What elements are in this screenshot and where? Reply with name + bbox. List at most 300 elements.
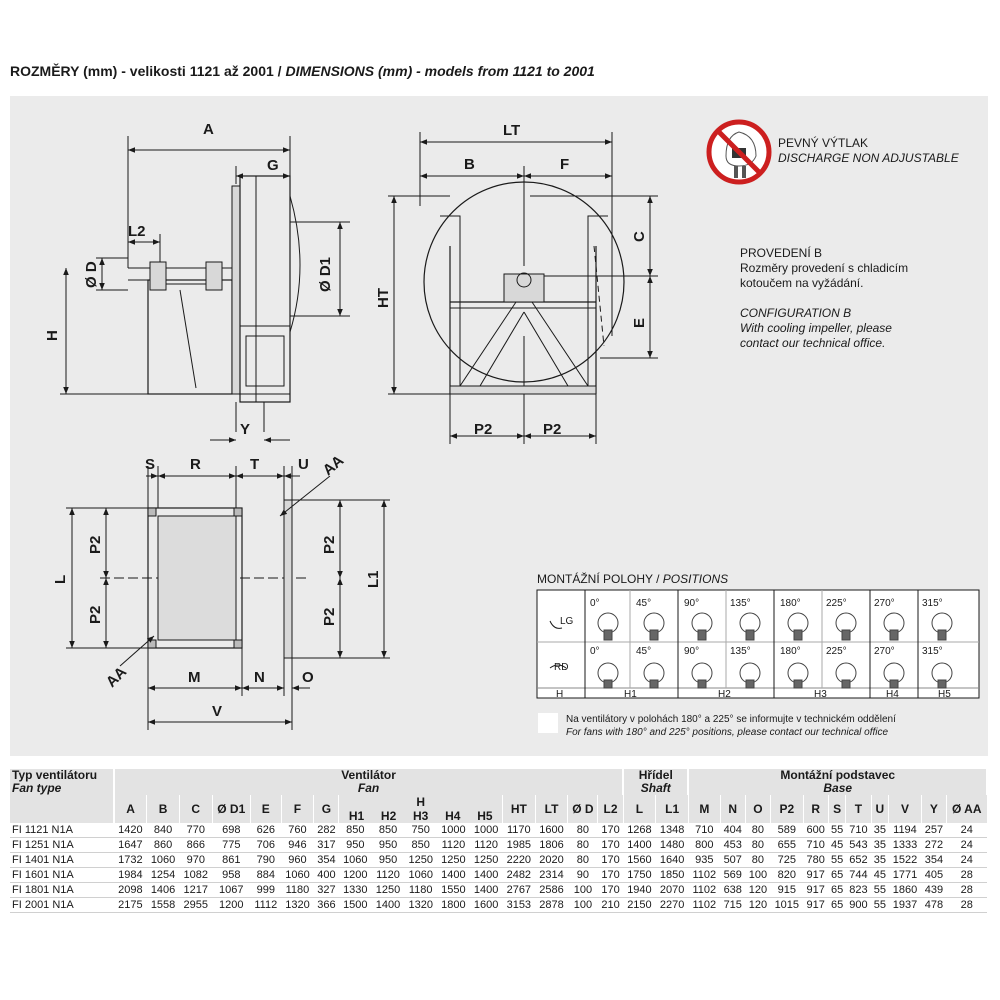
col-header-base-11: Y <box>921 795 946 823</box>
type-header-en: Fan type <box>12 781 62 795</box>
table-cell: 744 <box>846 868 871 883</box>
col-header-base-6: R <box>803 795 828 823</box>
dim-f: F <box>560 156 570 173</box>
table-cell: 1600 <box>535 823 568 838</box>
dim-od: Ø D <box>83 261 100 288</box>
shaft-header-en: Shaft <box>640 781 671 795</box>
table-cell: 1647 <box>114 838 147 853</box>
table-cell: 850 <box>372 823 405 838</box>
table-cell: 1102 <box>688 883 720 898</box>
table-cell: 970 <box>179 853 212 868</box>
table-row <box>10 898 987 913</box>
table-cell: 1268 <box>623 823 656 838</box>
table-cell: 1217 <box>179 883 212 898</box>
table-cell: 28 <box>946 883 987 898</box>
table-cell: 404 <box>720 823 745 838</box>
table-cell: 1860 <box>889 883 922 898</box>
col-header-fan-4: E <box>250 795 281 823</box>
table-cell: 2878 <box>535 898 568 913</box>
col-header-fan-b-0: HT <box>502 795 535 823</box>
table-cell: 1250 <box>404 853 437 868</box>
table-row <box>10 868 987 883</box>
table-cell: 820 <box>770 868 803 883</box>
configuration-note <box>740 246 908 351</box>
discharge-cz: PEVNÝ VÝTLAK <box>778 136 869 150</box>
drawing-panel <box>10 96 988 756</box>
pos-lg-315: 315° <box>922 598 943 609</box>
table-cell: 1480 <box>656 838 689 853</box>
table-cell: 80 <box>745 823 770 838</box>
config-en-text-1: With cooling impeller, please <box>740 321 892 335</box>
col-header-fan-6: G <box>314 795 339 823</box>
table-cell: 2767 <box>502 883 535 898</box>
positions-title <box>537 572 728 586</box>
table-cell: 1320 <box>404 898 437 913</box>
table-cell: 866 <box>179 838 212 853</box>
table-cell: 1806 <box>535 838 568 853</box>
table-cell: 1406 <box>147 883 180 898</box>
fan-header-en: Fan <box>357 781 380 795</box>
base-group-header <box>688 769 987 795</box>
pos-lg-45: 45° <box>636 598 652 609</box>
table-cell: 24 <box>946 853 987 868</box>
table-cell: 775 <box>212 838 250 853</box>
dim-aa-top: AA <box>319 452 348 480</box>
table-cell: 120 <box>745 898 770 913</box>
table-cell: 915 <box>770 883 803 898</box>
table-cell: 710 <box>688 823 720 838</box>
table-cell: 1102 <box>688 868 720 883</box>
table-cell: 35 <box>871 823 889 838</box>
dim-a: A <box>203 121 214 138</box>
technical-drawing <box>10 96 988 756</box>
col-type-header <box>10 769 114 823</box>
table-cell: 790 <box>250 853 281 868</box>
table-cell: 1940 <box>623 883 656 898</box>
table-cell: 750 <box>404 823 437 838</box>
table-cell: 2270 <box>656 898 689 913</box>
col-header-shaft-0: Ø D <box>568 795 598 823</box>
pos-rd-45: 45° <box>636 646 652 657</box>
dim-r: R <box>190 456 201 473</box>
table-cell: 917 <box>803 883 828 898</box>
table-cell: 453 <box>720 838 745 853</box>
table-row <box>10 823 987 838</box>
table-cell: 354 <box>314 853 339 868</box>
dim-od1: Ø D1 <box>317 256 334 292</box>
table-cell: 80 <box>568 838 598 853</box>
table-cell: 1800 <box>437 898 470 913</box>
dim-p2-right-top: P2 <box>321 535 338 554</box>
table-cell: 100 <box>568 898 598 913</box>
table-cell: 2098 <box>114 883 147 898</box>
table-cell: 710 <box>846 823 871 838</box>
pos-rd-90: 90° <box>684 646 700 657</box>
table-cell: 1522 <box>889 853 922 868</box>
table-cell: 1120 <box>470 838 503 853</box>
table-cell: 2955 <box>179 898 212 913</box>
dim-y: Y <box>240 421 251 438</box>
table-cell: 2150 <box>623 898 656 913</box>
group-h1: H1 <box>624 689 637 700</box>
table-cell: 861 <box>212 853 250 868</box>
dim-p2-front-left: P2 <box>474 421 493 438</box>
table-cell: 3153 <box>502 898 535 913</box>
fan-type-cell: FI 2001 N1A <box>10 898 114 913</box>
table-cell: 1060 <box>404 868 437 883</box>
table-cell: 439 <box>921 883 946 898</box>
no-adjust-icon <box>709 122 769 182</box>
table-cell: 170 <box>598 853 623 868</box>
col-header-h-group <box>339 795 503 823</box>
positions-note <box>566 713 896 739</box>
table-cell: 2070 <box>656 883 689 898</box>
table-cell: 1082 <box>179 868 212 883</box>
table-cell: 55 <box>871 898 889 913</box>
config-en-text-2: contact our technical office. <box>740 336 886 350</box>
table-cell: 958 <box>212 868 250 883</box>
group-h4: H4 <box>886 689 899 700</box>
dim-t: T <box>250 456 260 473</box>
table-cell: 478 <box>921 898 946 913</box>
table-cell: 257 <box>921 823 946 838</box>
table-cell: 90 <box>568 868 598 883</box>
table-cell: 600 <box>803 823 828 838</box>
table-cell: 1333 <box>889 838 922 853</box>
pos-lg-225: 225° <box>826 598 847 609</box>
type-header-cz: Typ ventilátoru <box>12 768 98 782</box>
table-cell: 1120 <box>437 838 470 853</box>
col-header-fan-b-1: LT <box>535 795 568 823</box>
table-cell: 2220 <box>502 853 535 868</box>
table-cell: 1500 <box>339 898 372 913</box>
pos-rd-0: 0° <box>590 646 600 657</box>
table-cell: 405 <box>921 868 946 883</box>
fan-group-header <box>114 769 623 795</box>
col-header-h2: H2 <box>380 809 397 823</box>
table-body <box>10 823 987 913</box>
col-header-base-4: O <box>745 795 770 823</box>
table-cell: 1420 <box>114 823 147 838</box>
table-cell: 698 <box>212 823 250 838</box>
table-cell: 626 <box>250 823 281 838</box>
row-label-rd: RD <box>554 662 569 673</box>
table-cell: 100 <box>745 868 770 883</box>
shaft-group-header <box>623 769 688 795</box>
table-cell: 800 <box>688 838 720 853</box>
table-cell: 1640 <box>656 853 689 868</box>
col-header-h3: H3 <box>413 809 429 823</box>
table-cell: 900 <box>846 898 871 913</box>
column-headers-row <box>10 795 987 823</box>
page-title <box>10 63 595 79</box>
table-cell: 1400 <box>372 898 405 913</box>
table-cell: 272 <box>921 838 946 853</box>
dim-p2-right-bottom: P2 <box>321 607 338 626</box>
table-cell: 960 <box>281 853 314 868</box>
table-cell: 1180 <box>281 883 314 898</box>
table-cell: 45 <box>828 838 846 853</box>
table-cell: 1600 <box>470 898 503 913</box>
col-header-h5: H5 <box>477 809 493 823</box>
table-cell: 1120 <box>372 868 405 883</box>
dim-o: O <box>302 669 314 686</box>
table-row <box>10 853 987 868</box>
col-header-base-12: Ø AA <box>946 795 987 823</box>
table-cell: 1850 <box>656 868 689 883</box>
pos-lg-90: 90° <box>684 598 700 609</box>
table-cell: 327 <box>314 883 339 898</box>
pos-rd-270: 270° <box>874 646 895 657</box>
col-header-base-9: U <box>871 795 889 823</box>
shaft-header-cz: Hřídel <box>638 768 673 782</box>
table-cell: 589 <box>770 823 803 838</box>
table-cell: 400 <box>314 868 339 883</box>
table-cell: 1200 <box>339 868 372 883</box>
col-header-base-0: L <box>623 795 656 823</box>
table-cell: 946 <box>281 838 314 853</box>
table-cell: 55 <box>828 823 846 838</box>
table-cell: 850 <box>339 823 372 838</box>
table-cell: 1250 <box>372 883 405 898</box>
fan-type-cell: FI 1601 N1A <box>10 868 114 883</box>
table-cell: 170 <box>598 823 623 838</box>
group-h3: H3 <box>814 689 827 700</box>
table-cell: 55 <box>828 853 846 868</box>
table-cell: 317 <box>314 838 339 853</box>
positions-title-en: POSITIONS <box>662 572 729 586</box>
table-cell: 917 <box>803 868 828 883</box>
table-cell: 55 <box>871 883 889 898</box>
table-cell: 1254 <box>147 868 180 883</box>
table-row <box>10 883 987 898</box>
table-cell: 1060 <box>147 853 180 868</box>
table-cell: 999 <box>250 883 281 898</box>
table-cell: 2586 <box>535 883 568 898</box>
dim-e: E <box>631 317 648 328</box>
table-cell: 24 <box>946 823 987 838</box>
table-cell: 65 <box>828 868 846 883</box>
pos-rd-225: 225° <box>826 646 847 657</box>
discharge-en: DISCHARGE NON ADJUSTABLE <box>778 151 959 165</box>
table-cell: 80 <box>568 823 598 838</box>
pos-lg-135: 135° <box>730 598 751 609</box>
table-cell: 1170 <box>502 823 535 838</box>
table-cell: 2020 <box>535 853 568 868</box>
table-cell: 760 <box>281 823 314 838</box>
config-cz-text-1: Rozměry provedení s chladicím <box>740 261 909 275</box>
table-cell: 2482 <box>502 868 535 883</box>
fan-type-cell: FI 1801 N1A <box>10 883 114 898</box>
table-cell: 543 <box>846 838 871 853</box>
positions-note-en: For fans with 180° and 225° positions, please contact our technical office <box>566 727 889 738</box>
table-cell: 24 <box>946 838 987 853</box>
table-cell: 210 <box>598 898 623 913</box>
table-cell: 170 <box>598 838 623 853</box>
dim-u: U <box>298 456 309 473</box>
dim-p2-base-bottom: P2 <box>87 605 104 624</box>
col-header-fan-5: F <box>281 795 314 823</box>
dim-l: L <box>52 574 69 584</box>
table-cell: 1060 <box>339 853 372 868</box>
dim-n: N <box>254 669 265 686</box>
table-cell: 170 <box>598 868 623 883</box>
col-header-base-7: S <box>828 795 846 823</box>
table-cell: 725 <box>770 853 803 868</box>
table-cell: 1250 <box>470 853 503 868</box>
dim-l1: L1 <box>365 570 382 588</box>
group-h5: H5 <box>938 689 951 700</box>
table-cell: 950 <box>372 853 405 868</box>
table-cell: 80 <box>568 853 598 868</box>
table-cell: 282 <box>314 823 339 838</box>
table-cell: 1750 <box>623 868 656 883</box>
table-cell: 1320 <box>281 898 314 913</box>
table-cell: 1200 <box>212 898 250 913</box>
table-cell: 884 <box>250 868 281 883</box>
legend-swatch <box>538 713 558 733</box>
table-cell: 1550 <box>437 883 470 898</box>
discharge-note <box>778 136 959 166</box>
table-cell: 780 <box>803 853 828 868</box>
table-cell: 65 <box>828 898 846 913</box>
table-cell: 1985 <box>502 838 535 853</box>
table-cell: 1102 <box>688 898 720 913</box>
table-cell: 2175 <box>114 898 147 913</box>
dim-c: C <box>631 231 648 242</box>
table-cell: 366 <box>314 898 339 913</box>
table-cell: 80 <box>745 853 770 868</box>
table-cell: 28 <box>946 868 987 883</box>
table-cell: 1000 <box>470 823 503 838</box>
table-cell: 1015 <box>770 898 803 913</box>
col-header-base-10: V <box>889 795 922 823</box>
table-cell: 170 <box>598 883 623 898</box>
table-cell: 1400 <box>437 868 470 883</box>
dim-ht: HT <box>375 288 392 308</box>
col-header-h: H <box>416 795 426 809</box>
positions-note-cz: Na ventilátory v polohách 180° a 225° se informujte v technickém oddělení <box>566 714 896 725</box>
col-header-base-5: P2 <box>770 795 803 823</box>
dim-g: G <box>267 157 279 174</box>
table-cell: 569 <box>720 868 745 883</box>
table-cell: 823 <box>846 883 871 898</box>
table-cell: 507 <box>720 853 745 868</box>
positions-title-cz: MONTÁŽNÍ POLOHY / <box>537 572 663 586</box>
col-header-base-2: M <box>688 795 720 823</box>
dim-s: S <box>145 456 156 473</box>
table-cell: 120 <box>745 883 770 898</box>
table-cell: 840 <box>147 823 180 838</box>
fan-type-cell: FI 1401 N1A <box>10 853 114 868</box>
table-cell: 1400 <box>623 838 656 853</box>
group-h: H <box>556 689 564 700</box>
table-cell: 45 <box>871 868 889 883</box>
table-cell: 1067 <box>212 883 250 898</box>
table-cell: 917 <box>803 898 828 913</box>
front-view <box>388 132 658 444</box>
pos-lg-180: 180° <box>780 598 801 609</box>
col-header-h4: H4 <box>445 809 461 823</box>
col-header-fan-3: Ø D1 <box>212 795 250 823</box>
table-row <box>10 838 987 853</box>
dim-p2-base-top: P2 <box>87 535 104 554</box>
dim-m: M <box>188 669 201 686</box>
pos-lg-270: 270° <box>874 598 895 609</box>
table-cell: 706 <box>250 838 281 853</box>
row-label-lg: LG <box>560 616 574 627</box>
fan-type-cell: FI 1121 N1A <box>10 823 114 838</box>
table-cell: 80 <box>745 838 770 853</box>
table-cell: 354 <box>921 853 946 868</box>
pos-rd-315: 315° <box>922 646 943 657</box>
table-cell: 1000 <box>437 823 470 838</box>
col-header-base-3: N <box>720 795 745 823</box>
config-cz-text-2: kotoučem na vyžádání. <box>740 276 864 290</box>
table-cell: 950 <box>339 838 372 853</box>
dimensions-table <box>10 769 988 913</box>
col-header-fan-1: B <box>147 795 180 823</box>
table-cell: 1348 <box>656 823 689 838</box>
dim-v: V <box>212 703 223 720</box>
table-cell: 1558 <box>147 898 180 913</box>
base-header-cz: Montážní podstavec <box>780 768 896 782</box>
col-header-fan-0: A <box>114 795 147 823</box>
table-cell: 860 <box>147 838 180 853</box>
col-header-fan-2: C <box>179 795 212 823</box>
table-cell: 100 <box>568 883 598 898</box>
table-cell: 1250 <box>437 853 470 868</box>
table-cell: 935 <box>688 853 720 868</box>
pos-lg-0: 0° <box>590 598 600 609</box>
dim-aa-bottom: AA <box>102 663 131 691</box>
table-cell: 1400 <box>470 868 503 883</box>
fan-header-cz: Ventilátor <box>341 768 396 782</box>
table-cell: 65 <box>828 883 846 898</box>
positions-grid <box>537 590 979 698</box>
config-en-title: CONFIGURATION B <box>740 306 852 320</box>
table-cell: 1937 <box>889 898 922 913</box>
table-cell: 1194 <box>889 823 922 838</box>
table-cell: 1560 <box>623 853 656 868</box>
table-cell: 1984 <box>114 868 147 883</box>
table-cell: 1060 <box>281 868 314 883</box>
table-cell: 35 <box>871 838 889 853</box>
table-cell: 652 <box>846 853 871 868</box>
col-header-shaft-1: L2 <box>598 795 623 823</box>
table-cell: 35 <box>871 853 889 868</box>
pos-rd-180: 180° <box>780 646 801 657</box>
dim-l2: L2 <box>128 223 146 240</box>
group-h2: H2 <box>718 689 731 700</box>
table-cell: 1732 <box>114 853 147 868</box>
col-header-base-1: L1 <box>656 795 689 823</box>
table-cell: 770 <box>179 823 212 838</box>
table-cell: 850 <box>404 838 437 853</box>
table-cell: 715 <box>720 898 745 913</box>
table-cell: 1180 <box>404 883 437 898</box>
table-cell: 950 <box>372 838 405 853</box>
dim-lt: LT <box>503 122 521 139</box>
table-cell: 1771 <box>889 868 922 883</box>
dim-h: H <box>44 330 61 341</box>
table-cell: 1112 <box>250 898 281 913</box>
table-cell: 655 <box>770 838 803 853</box>
side-view <box>60 136 350 440</box>
pos-rd-135: 135° <box>730 646 751 657</box>
col-header-h1: H1 <box>348 809 365 823</box>
title-english: DIMENSIONS (mm) - models from 1121 to 2001 <box>285 63 595 79</box>
